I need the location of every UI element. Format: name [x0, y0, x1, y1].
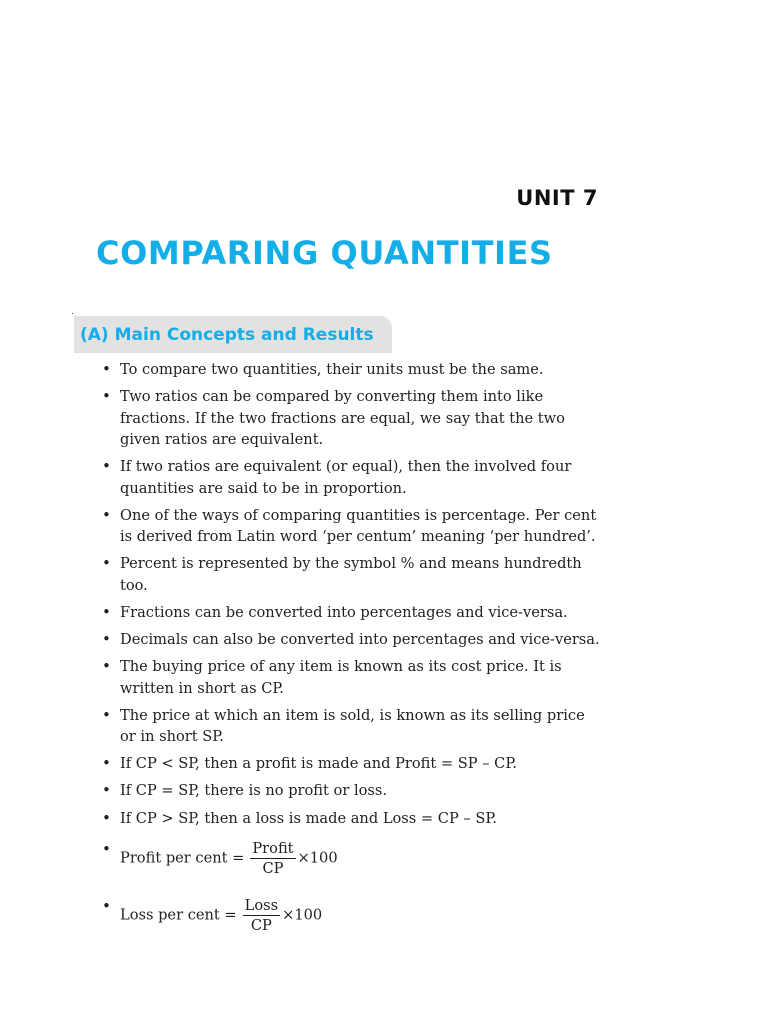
profit-percent-formula	[96, 839, 604, 878]
fraction-denominator: CP	[262, 860, 284, 878]
list-item: • The price at which an item is sold, is known as its selling price or in short SP.	[96, 705, 604, 748]
stray-mark	[72, 313, 73, 314]
formula-label: Loss per cent =	[120, 906, 237, 924]
list-item: • Fractions can be converted into percentages and vice-versa.	[96, 602, 604, 624]
section-heading: (A) Main Concepts and Results	[80, 325, 374, 345]
concept-list	[96, 359, 604, 941]
fraction-denominator: CP	[250, 917, 272, 935]
fraction-numerator: Profit	[252, 840, 294, 858]
list-item: • If CP > SP, then a loss is made and Loss = CP – SP.	[96, 808, 604, 830]
loss-fraction	[243, 896, 280, 935]
loss-percent-formula	[96, 896, 604, 935]
list-item: • If two ratios are equivalent (or equal), then the involved four quantities are said to be in proportion.	[96, 456, 604, 499]
profit-fraction	[250, 839, 295, 878]
list-item: • One of the ways of comparing quantities is percentage. Per cent is derived from Latin word ‘per centum’ meaning ‘per hundred’.	[96, 505, 604, 548]
fraction-numerator: Loss	[244, 897, 279, 915]
formula-label: Profit per cent =	[120, 849, 245, 867]
list-item: • Two ratios can be compared by converting them into like fractions. If the two fractions are equal, we say that the two given ratios are equivalent.	[96, 386, 604, 451]
formula-multiplier: ×100	[282, 906, 323, 924]
formula-multiplier: ×100	[297, 849, 338, 867]
unit-label: UNIT 7	[516, 186, 598, 210]
list-item: • If CP = SP, there is no profit or loss.	[96, 780, 604, 802]
list-item: • Percent is represented by the symbol % and means hundredth too.	[96, 553, 604, 596]
list-item: • The buying price of any item is known as its cost price. It is written in short as CP.	[96, 656, 604, 699]
list-item: • If CP < SP, then a profit is made and Profit = SP – CP.	[96, 753, 604, 775]
chapter-title: COMPARING QUANTITIES	[96, 234, 553, 272]
list-item: • Decimals can also be converted into percentages and vice-versa.	[96, 629, 604, 651]
list-item: • To compare two quantities, their units must be the same.	[96, 359, 604, 381]
